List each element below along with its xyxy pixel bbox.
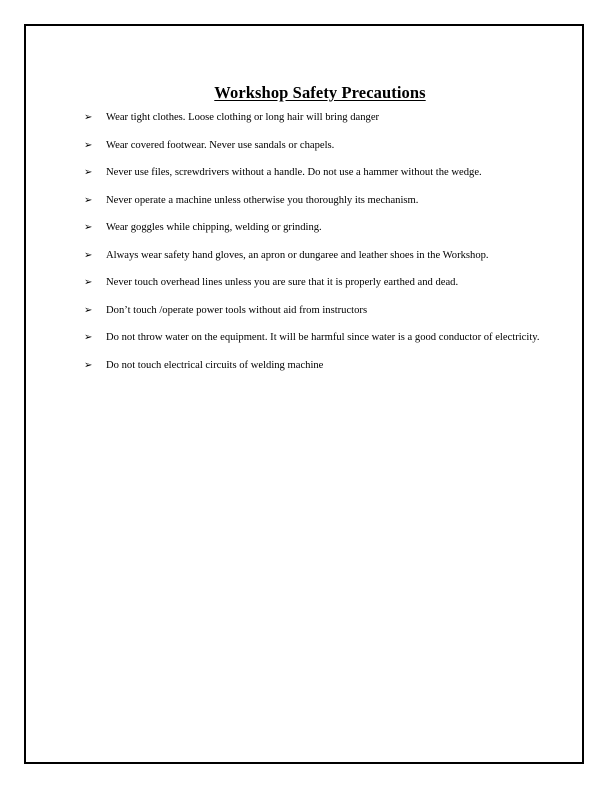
arrow-bullet-icon: ➢ <box>84 304 93 316</box>
arrow-bullet-icon: ➢ <box>84 112 93 123</box>
arrow-bullet-icon: ➢ <box>84 194 93 206</box>
safety-list <box>84 106 579 381</box>
arrow-bullet-icon: ➢ <box>84 167 93 178</box>
list-item <box>84 354 579 378</box>
list-item-text: Wear goggles while chipping, welding or grinding. <box>106 222 322 233</box>
list-item <box>84 161 579 185</box>
arrow-bullet-icon: ➢ <box>84 277 93 288</box>
list-item <box>84 299 579 323</box>
list-item-text: Don’t touch /operate power tools without aid from instructors <box>106 304 368 316</box>
list-item <box>84 189 579 213</box>
list-item <box>84 326 579 350</box>
list-item <box>84 106 579 130</box>
list-item-text: Never touch overhead lines unless you are sure that it is properly earthed and dead. <box>106 277 459 288</box>
arrow-bullet-icon: ➢ <box>84 332 93 343</box>
arrow-bullet-icon: ➢ <box>84 222 93 233</box>
list-item-text: Never use files, screwdrivers without a handle. Do not use a hammer without the wedge. <box>106 167 482 178</box>
list-item <box>84 134 579 158</box>
list-item <box>84 216 579 240</box>
arrow-bullet-icon: ➢ <box>84 359 93 371</box>
list-item-text: Do not throw water on the equipment. It will be harmful since water is a good conductor of electricity. <box>106 332 540 343</box>
list-item-text: Always wear safety hand gloves, an apron or dungaree and leather shoes in the Workshop. <box>106 249 489 261</box>
arrow-bullet-icon: ➢ <box>84 249 93 261</box>
list-item-text: Do not touch electrical circuits of welding machine <box>106 359 324 371</box>
list-item <box>84 271 579 295</box>
document-title: Workshop Safety Precautions <box>214 83 426 103</box>
arrow-bullet-icon: ➢ <box>84 139 93 151</box>
list-item-text: Wear tight clothes. Loose clothing or long hair will bring danger <box>106 112 380 123</box>
list-item-text: Never operate a machine unless otherwise you thoroughly its mechanism. <box>106 194 419 206</box>
list-item-text: Wear covered footwear. Never use sandals or chapels. <box>106 139 335 151</box>
list-item <box>84 244 579 268</box>
